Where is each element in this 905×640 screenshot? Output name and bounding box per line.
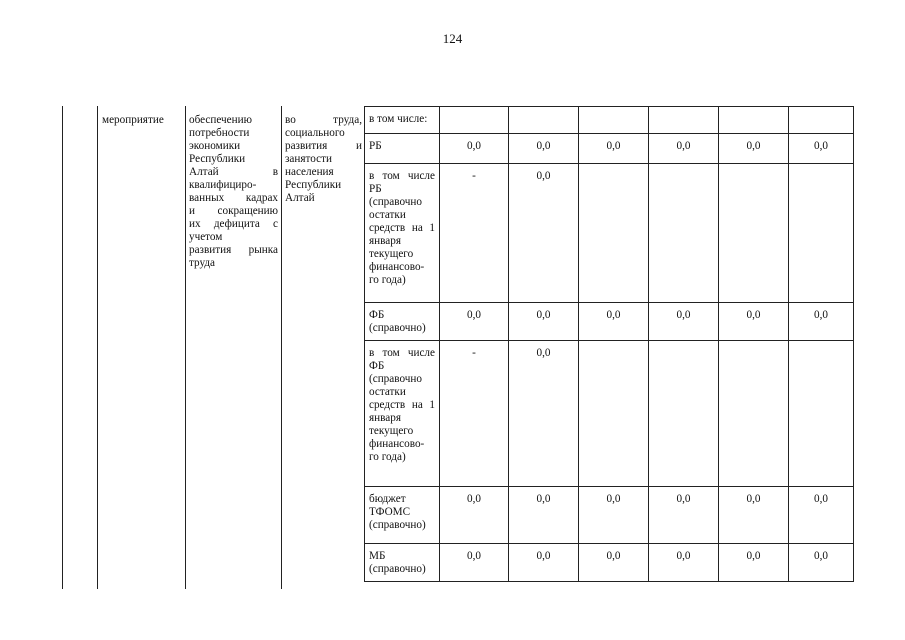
funding-source-line: (справочно)	[369, 519, 426, 531]
funding-source-line: (справочно)	[369, 322, 426, 334]
funding-source-line: МБ	[369, 550, 386, 562]
funding-source-line: остатки	[369, 209, 406, 221]
funding-value-cell	[440, 107, 509, 134]
goal-line: обеспечению	[189, 114, 252, 126]
funding-value-cell: 0,0	[649, 487, 719, 544]
funding-source-label	[365, 107, 440, 134]
funding-source-line: (справочно	[369, 196, 422, 208]
event-type-cell: мероприятие	[102, 114, 164, 126]
funding-source-label	[365, 487, 440, 544]
funding-value-cell	[719, 107, 789, 134]
funding-value-cell	[579, 341, 649, 487]
funding-source-line: РБ	[369, 183, 382, 195]
funding-source-line: текущего	[369, 248, 414, 260]
financing-table	[364, 106, 854, 582]
funding-value-cell	[719, 164, 789, 303]
funding-value-cell: 0,0	[789, 134, 854, 164]
funding-value-cell: 0,0	[579, 487, 649, 544]
exec-line: населения	[285, 166, 334, 178]
exec-line: социального	[285, 127, 345, 139]
funding-source-label	[365, 544, 440, 582]
funding-value-cell	[719, 341, 789, 487]
funding-source-line: (справочно)	[369, 563, 426, 575]
goal-line: Алтай в	[189, 166, 278, 178]
funding-source-line: ТФОМС	[369, 506, 411, 518]
funding-source-line: января	[369, 412, 401, 424]
funding-value-cell: -	[440, 164, 509, 303]
funding-source-line: средств на 1	[369, 222, 435, 234]
financing-row	[365, 164, 854, 303]
exec-line: Республики	[285, 179, 342, 191]
exec-line: развития и	[285, 140, 362, 152]
funding-source-line: финансово-	[369, 261, 425, 273]
funding-value-cell	[789, 164, 854, 303]
goal-line: экономики	[189, 140, 241, 152]
funding-value-cell	[509, 107, 579, 134]
funding-source-line: финансово-	[369, 438, 425, 450]
funding-value-cell: 0,0	[719, 134, 789, 164]
financing-row	[365, 487, 854, 544]
event-goal-cell	[189, 114, 278, 270]
executor-cell	[285, 114, 362, 205]
exec-line: Алтай	[285, 192, 315, 204]
exec-line: во труда,	[285, 114, 362, 126]
column-rule	[185, 106, 186, 589]
goal-line: и сокращению	[189, 205, 278, 217]
funding-source-line: остатки	[369, 386, 406, 398]
funding-source-line: средств на 1	[369, 399, 435, 411]
funding-value-cell	[789, 107, 854, 134]
financing-row	[365, 544, 854, 582]
funding-value-cell	[649, 341, 719, 487]
funding-value-cell: 0,0	[789, 303, 854, 341]
funding-value-cell: 0,0	[649, 303, 719, 341]
funding-source-line: ФБ	[369, 309, 385, 321]
funding-value-cell: 0,0	[579, 544, 649, 582]
funding-source-line: в том числе:	[369, 113, 428, 125]
goal-line: потребности	[189, 127, 250, 139]
funding-value-cell	[649, 107, 719, 134]
funding-value-cell	[649, 164, 719, 303]
funding-source-line: го года)	[369, 451, 406, 463]
funding-source-line: января	[369, 235, 401, 247]
funding-value-cell	[789, 341, 854, 487]
goal-line: труда	[189, 257, 216, 269]
funding-value-cell: 0,0	[509, 303, 579, 341]
funding-value-cell: 0,0	[509, 164, 579, 303]
funding-value-cell: 0,0	[440, 134, 509, 164]
goal-line: их дефицита с	[189, 218, 278, 230]
funding-value-cell: 0,0	[649, 544, 719, 582]
funding-value-cell: 0,0	[509, 544, 579, 582]
funding-source-label	[365, 134, 440, 164]
funding-value-cell: 0,0	[649, 134, 719, 164]
funding-value-cell: 0,0	[579, 134, 649, 164]
exec-line: занятости	[285, 153, 332, 165]
funding-value-cell: 0,0	[789, 487, 854, 544]
funding-value-cell: 0,0	[579, 303, 649, 341]
goal-line: квалифициро-	[189, 179, 257, 191]
funding-source-label	[365, 164, 440, 303]
funding-source-line: го года)	[369, 274, 406, 286]
column-rule	[281, 106, 282, 589]
page-number: 124	[442, 31, 463, 46]
funding-value-cell: 0,0	[440, 544, 509, 582]
funding-source-line: бюджет	[369, 493, 406, 505]
column-rule	[97, 106, 98, 589]
funding-value-cell: 0,0	[440, 303, 509, 341]
goal-line: Республики	[189, 153, 246, 165]
funding-value-cell: 0,0	[509, 487, 579, 544]
funding-source-line: РБ	[369, 140, 382, 152]
goal-line: учетом	[189, 231, 223, 243]
funding-source-label	[365, 341, 440, 487]
funding-source-line: в том числе	[369, 347, 435, 359]
funding-source-line: текущего	[369, 425, 414, 437]
funding-value-cell: 0,0	[509, 134, 579, 164]
funding-source-label	[365, 303, 440, 341]
financing-row	[365, 341, 854, 487]
financing-row	[365, 303, 854, 341]
funding-value-cell	[579, 107, 649, 134]
funding-value-cell	[579, 164, 649, 303]
goal-line: ванных кадрах	[189, 192, 278, 204]
column-rule	[62, 106, 63, 589]
funding-value-cell: 0,0	[719, 544, 789, 582]
funding-value-cell: 0,0	[440, 487, 509, 544]
funding-source-line: (справочно	[369, 373, 422, 385]
funding-value-cell: 0,0	[719, 303, 789, 341]
funding-value-cell: 0,0	[719, 487, 789, 544]
funding-value-cell: 0,0	[509, 341, 579, 487]
goal-line: развития рынка	[189, 244, 278, 256]
funding-value-cell: 0,0	[789, 544, 854, 582]
funding-value-cell: -	[440, 341, 509, 487]
financing-row	[365, 107, 854, 134]
financing-row	[365, 134, 854, 164]
funding-source-line: ФБ	[369, 360, 385, 372]
funding-source-line: в том числе	[369, 170, 435, 182]
